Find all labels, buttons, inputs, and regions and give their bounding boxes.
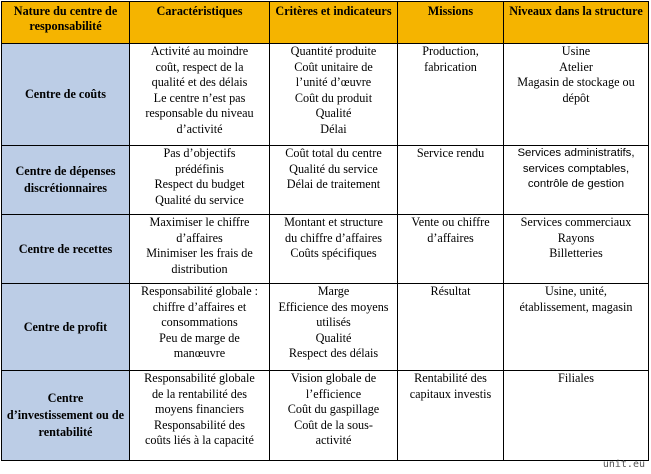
cell-caracteristiques xyxy=(130,146,270,215)
cell-line: Respect des délais xyxy=(288,346,379,360)
watermark: unit.eu xyxy=(602,459,645,470)
cell-caracteristiques xyxy=(130,215,270,284)
cell-line: manœuvre xyxy=(173,346,226,360)
cell-line: Services administratifs, xyxy=(517,147,635,159)
table-row xyxy=(2,284,649,371)
cell-line: chiffre d’affaires et xyxy=(152,299,247,314)
cell-niveaux xyxy=(504,146,649,215)
header-missions: Missions xyxy=(398,2,504,44)
cell-line: utilisés xyxy=(316,315,351,329)
cell-line: coût, respect de la xyxy=(155,59,244,74)
cell-line: Délai xyxy=(320,121,347,136)
cell-line: Qualité du service xyxy=(289,161,378,176)
cell-niveaux xyxy=(504,284,649,371)
center-name: Centre de profit xyxy=(2,284,130,371)
cell-line: Activité au moindre xyxy=(150,44,249,58)
header-row xyxy=(2,2,649,44)
cell-line: Qualité xyxy=(315,330,352,345)
cell-line: Vente ou chiffre xyxy=(411,215,490,229)
cell-line: activité xyxy=(315,433,352,447)
cell-line: Responsabilité globale xyxy=(144,371,255,385)
cell-line: Délai de traitement xyxy=(286,177,381,191)
cell-line: coûts liés à la capacité xyxy=(145,433,254,447)
header-criteres: Critères et indicateurs xyxy=(270,2,398,44)
cell-line: Production, xyxy=(422,44,479,58)
table-row xyxy=(2,371,649,461)
cell-line: Quantité produite xyxy=(290,44,377,58)
cell-line: Atelier xyxy=(559,59,593,74)
cell-line: Efficience des moyens xyxy=(278,299,389,314)
cell-line: Résultat xyxy=(430,284,471,298)
cell-line: qualité et des délais xyxy=(151,75,248,89)
header-caracteristiques: Caractéristiques xyxy=(130,2,270,44)
cell-line: d’affaires xyxy=(427,230,474,245)
cell-line: dépôt xyxy=(562,90,590,105)
cell-niveaux xyxy=(504,44,649,146)
cell-line: Magasin de stockage ou xyxy=(517,75,635,89)
center-name: Centre de dépenses discrétionnaires xyxy=(2,146,130,215)
cell-line: Qualité xyxy=(315,106,352,120)
cell-line: Coût du produit xyxy=(294,90,373,105)
cell-line: établissement, magasin xyxy=(519,299,633,314)
cell-criteres xyxy=(270,215,398,284)
responsibility-centers-table xyxy=(1,1,649,461)
cell-line: moyens financiers xyxy=(154,402,244,416)
cell-caracteristiques xyxy=(130,371,270,461)
cell-line: Minimiser les frais de xyxy=(146,246,253,260)
cell-line: Respect du budget xyxy=(154,177,245,191)
cell-line: Qualité du service xyxy=(155,192,244,207)
cell-caracteristiques xyxy=(130,284,270,371)
cell-line: responsable du niveau xyxy=(145,106,254,120)
cell-line: l’unité d’œuvre xyxy=(295,75,372,89)
cell-missions xyxy=(398,146,504,215)
cell-line: Coûts spécifiques xyxy=(290,246,377,260)
cell-criteres xyxy=(270,146,398,215)
cell-line: Service rendu xyxy=(416,146,485,160)
cell-line: Rayons xyxy=(557,230,595,245)
cell-niveaux xyxy=(504,371,649,461)
cell-line: contrôle de gestion xyxy=(527,178,625,190)
cell-line: Coût de la sous- xyxy=(294,417,373,432)
cell-line: Marge xyxy=(317,284,350,298)
table-row xyxy=(2,146,649,215)
cell-criteres xyxy=(270,284,398,371)
cell-missions xyxy=(398,284,504,371)
cell-missions xyxy=(398,371,504,461)
cell-line: d’affaires xyxy=(176,230,223,245)
cell-line: d’activité xyxy=(176,121,223,136)
cell-line: Services commerciaux xyxy=(520,215,632,229)
center-name: Centre d’investissement ou de rentabilité xyxy=(2,371,130,461)
cell-line: Maximiser le chiffre xyxy=(149,215,250,229)
cell-line: Billetteries xyxy=(549,246,603,260)
cell-line: services comptables, xyxy=(522,162,630,175)
cell-line: Vision globale de xyxy=(290,371,377,385)
cell-line: Usine xyxy=(561,44,591,58)
cell-line: de la rentabilité des xyxy=(151,386,248,401)
table-row xyxy=(2,44,649,146)
cell-line: Peu de marge de xyxy=(159,330,240,345)
center-name: Centre de coûts xyxy=(2,44,130,146)
cell-line: Rentabilité des xyxy=(414,371,487,385)
cell-line: Pas d’objectifs xyxy=(163,146,236,160)
cell-line: Coût unitaire de xyxy=(294,59,373,74)
cell-criteres xyxy=(270,371,398,461)
cell-caracteristiques xyxy=(130,44,270,146)
table-row xyxy=(2,215,649,284)
cell-criteres xyxy=(270,44,398,146)
cell-line: Responsabilité des xyxy=(153,417,246,432)
center-name: Centre de recettes xyxy=(2,215,130,284)
cell-line: Montant et structure xyxy=(284,215,383,229)
cell-line: l’efficience xyxy=(305,386,362,401)
cell-line: capitaux investis xyxy=(409,386,492,401)
cell-missions xyxy=(398,44,504,146)
cell-line: Responsabilité globale : xyxy=(140,284,259,298)
cell-line: prédéfinis xyxy=(175,161,224,176)
cell-missions xyxy=(398,215,504,284)
header-nature: Nature du centre de responsabilité xyxy=(2,2,130,44)
cell-line: fabrication xyxy=(424,59,477,74)
cell-niveaux xyxy=(504,215,649,284)
cell-line: Coût total du centre xyxy=(285,146,382,160)
cell-line: Le centre n’est pas xyxy=(153,90,246,105)
cell-line: Usine, unité, xyxy=(545,284,607,298)
cell-line: du chiffre d’affaires xyxy=(285,230,382,245)
cell-line: consommations xyxy=(161,315,238,329)
cell-line: Coût du gaspillage xyxy=(287,402,380,416)
header-niveaux: Niveaux dans la structure xyxy=(504,2,649,44)
cell-line: distribution xyxy=(171,261,228,276)
cell-line: Filiales xyxy=(558,371,594,385)
